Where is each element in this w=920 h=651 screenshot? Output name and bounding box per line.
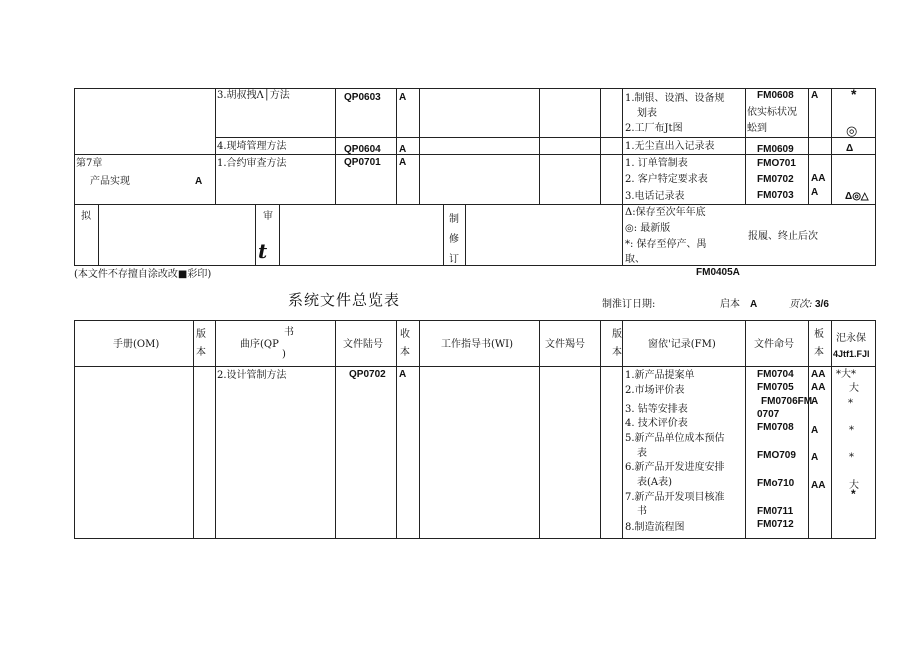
- row1-record-2: 划表: [637, 108, 657, 119]
- sign-col-3: [279, 204, 280, 266]
- legend-line-4: 取、: [625, 254, 645, 265]
- bottom-record-3: 3. 钻等安排表: [625, 404, 688, 415]
- bottom-procedure: 2.设计管制方法: [217, 370, 287, 381]
- header-ver1-a: 版: [196, 329, 206, 340]
- top-col-2: [335, 88, 336, 205]
- row2-code: QP0604: [344, 144, 381, 155]
- bottom-col-6: [539, 320, 540, 539]
- legend-line-2: ◎: 最新版: [625, 223, 671, 234]
- top-col-3: [396, 88, 397, 205]
- row3-fm-1: FMO701: [757, 158, 796, 169]
- bottom-record-6: 表: [637, 448, 647, 459]
- bottom-record-11: 8.制造流程图: [625, 522, 685, 533]
- sign-col-4: [443, 204, 444, 266]
- header-proc-c: ): [282, 349, 286, 360]
- bottom-fm-4: 0707: [757, 409, 780, 420]
- bottom-fm-version-1: AA: [811, 369, 826, 380]
- bottom-record-8: 表(A表): [637, 477, 673, 488]
- sign-revise-label-3: 订: [449, 254, 459, 265]
- legend-right: 报履、终止后次: [748, 231, 818, 242]
- bottom-code: QP0702: [349, 369, 386, 380]
- bottom-fm-7: FMo710: [757, 478, 795, 489]
- header-wi: 工作指导书(WI): [441, 339, 514, 350]
- bottom-header-divider: [74, 366, 875, 367]
- row1-fm-2: 依实标状况: [747, 107, 797, 118]
- row2-keep: Δ: [846, 143, 854, 154]
- bottom-fm-8: FM0711: [757, 506, 794, 517]
- bottom-keep-2: 大: [849, 383, 859, 394]
- top-col-left: [74, 88, 75, 266]
- meta-page-label: 页次:: [789, 299, 813, 310]
- bottom-keep-4: *: [849, 425, 854, 436]
- header-ver2-a: 收: [400, 329, 410, 340]
- bottom-record-7: 6.新产品开发进度安排: [625, 462, 725, 473]
- header-proc-b: 曲序(QP: [240, 339, 279, 350]
- row3-code: QP0701: [344, 157, 381, 168]
- header-wi-no: 文件羯号: [545, 339, 585, 350]
- top-col-5: [539, 88, 540, 205]
- bottom-col-5: [419, 320, 420, 539]
- header-ver2-b: 本: [400, 347, 410, 358]
- row2-version: A: [399, 144, 407, 155]
- bottom-fm-9: FM0712: [757, 519, 794, 530]
- header-fm: 窗依'记录(FM): [648, 339, 716, 350]
- header-ver4-b: 本: [814, 347, 824, 358]
- top-col-right: [875, 88, 876, 266]
- row3-chapter-version: A: [195, 176, 203, 187]
- sign-review-mark: t: [258, 239, 268, 263]
- bottom-fm-version-4: A: [811, 425, 819, 436]
- sign-col-1: [98, 204, 99, 266]
- row3-fm-3: FM0703: [757, 190, 794, 201]
- row1-fm-1: FM0608: [757, 90, 794, 101]
- top-row-divider-3: [74, 204, 875, 205]
- header-ver3-a: 版: [612, 329, 622, 340]
- row3-chapter: 第7章: [76, 158, 103, 169]
- bottom-col-right: [875, 320, 876, 539]
- bottom-fm-version-5: A: [811, 452, 819, 463]
- bottom-fm-1: FM0704: [757, 369, 794, 380]
- header-manual: 手册(OM): [113, 339, 160, 350]
- header-keep-b: 4Jtf1.FJl: [833, 349, 870, 359]
- sign-revise-label-1: 制: [449, 214, 459, 225]
- bottom-record-1: 1.新产品提案单: [625, 370, 695, 381]
- row3-chapter-sub: 产品实现: [90, 176, 130, 187]
- bottom-col-11: [831, 320, 832, 539]
- top-col-1: [215, 88, 216, 205]
- row1-procedure: 3.胡叔拽Λ│方法: [217, 90, 290, 101]
- top-col-10: [831, 88, 832, 205]
- row1-fm-version: A: [811, 90, 819, 101]
- bottom-version: A: [399, 369, 407, 380]
- row3-fm-version-2: A: [811, 187, 819, 198]
- bottom-fm-version-2: AA: [811, 382, 826, 393]
- meta-page-value: 3/6: [815, 299, 829, 310]
- row2-procedure: 4.现埼管理方法: [217, 141, 287, 152]
- row2-record-1: 1.无尘直出入记录表: [625, 141, 715, 152]
- top-col-7: [622, 88, 623, 266]
- bottom-col-3: [335, 320, 336, 539]
- meta-date-label: 制淮订日期:: [602, 299, 656, 310]
- sign-col-2: [255, 204, 256, 266]
- bottom-record-10: 书: [637, 506, 647, 517]
- row3-record-2: 2. 客户特定要求表: [625, 174, 708, 185]
- header-fm-no: 文件命号: [754, 339, 794, 350]
- bottom-col-2: [215, 320, 216, 539]
- footnote: (本文件不存擅自涂改改■彩印): [74, 269, 212, 280]
- bottom-fm-version-6: AA: [811, 480, 826, 491]
- row1-fm-3: 蚣到: [747, 123, 767, 134]
- row1-keep-2: ◎: [846, 124, 858, 139]
- header-proc-no: 文件陆号: [343, 339, 383, 350]
- header-proc-a: 书: [284, 327, 294, 338]
- bottom-col-8: [622, 320, 623, 539]
- header-ver4-a: 板: [814, 329, 824, 340]
- meta-edition-value: A: [750, 299, 758, 310]
- top-col-8: [745, 88, 746, 205]
- form-code: FM0405A: [696, 267, 740, 278]
- bottom-table-top-border: [74, 320, 875, 321]
- bottom-record-9: 7.新产品开发项目核准: [625, 492, 725, 503]
- header-keep-a: 汜永保: [836, 333, 866, 344]
- bottom-keep-6: 大: [849, 480, 859, 491]
- bottom-record-2: 2.市场评价表: [625, 385, 685, 396]
- bottom-fm-6: FMO709: [757, 450, 796, 461]
- row2-fm-1: FM0609: [757, 144, 794, 155]
- row3-fm-version-1: AA: [811, 173, 826, 184]
- row3-keep: Δ◎△: [845, 191, 869, 202]
- bottom-record-4: 4. 技术评价表: [625, 418, 688, 429]
- bottom-table-bottom-border: [74, 538, 875, 539]
- bottom-keep-7: *: [851, 487, 856, 501]
- row1-record-1: 1.制银、设酒、设备规: [625, 93, 725, 104]
- row3-version: A: [399, 157, 407, 168]
- bottom-fm-version-3: A: [811, 396, 819, 407]
- bottom-keep-5: *: [849, 452, 854, 463]
- row1-record-3: 2.工厂布Jt图: [625, 123, 683, 134]
- row3-record-1: 1. 订单管制表: [625, 158, 688, 169]
- bottom-fm-5: FM0708: [757, 422, 794, 433]
- row3-record-3: 3.电话记录表: [625, 191, 685, 202]
- legend-line-3: *: 保存至停产、禺: [625, 239, 707, 250]
- top-row-divider-2: [74, 154, 875, 155]
- top-col-4: [419, 88, 420, 205]
- bottom-col-10: [808, 320, 809, 539]
- row1-version: A: [399, 92, 407, 103]
- top-col-9: [808, 88, 809, 205]
- bottom-keep-3: *: [848, 398, 853, 409]
- sign-review-label: 审: [263, 211, 273, 222]
- sign-col-5: [465, 204, 466, 266]
- header-ver3-b: 本: [612, 347, 622, 358]
- page-title: 系统文件总览表: [288, 291, 401, 309]
- bottom-fm-2: FM0705: [757, 382, 794, 393]
- top-table-bottom-border: [74, 265, 875, 266]
- bottom-col-4: [396, 320, 397, 539]
- sign-approve-label: 拟: [81, 211, 91, 222]
- row1-keep: *: [851, 86, 857, 102]
- bottom-col-left: [74, 320, 75, 539]
- row3-procedure: 1.合约审查方法: [217, 158, 287, 169]
- top-row-divider-1: [215, 137, 875, 138]
- meta-edition-label: 启本: [720, 299, 740, 310]
- bottom-col-7: [600, 320, 601, 539]
- legend-line-1: Δ:保存至次年年底: [625, 207, 706, 218]
- bottom-keep-1: *大*: [836, 369, 856, 380]
- bottom-fm-3: FM0706FM: [761, 396, 813, 407]
- row3-fm-2: FM0702: [757, 174, 794, 185]
- bottom-col-1: [193, 320, 194, 539]
- sign-revise-label-2: 修: [449, 234, 459, 245]
- bottom-col-9: [745, 320, 746, 539]
- top-col-6: [600, 88, 601, 205]
- row1-code: QP0603: [344, 92, 381, 103]
- bottom-record-5: 5.新产品单位成本预估: [625, 433, 725, 444]
- header-ver1-b: 本: [196, 347, 206, 358]
- top-table-top-border: [74, 88, 875, 89]
